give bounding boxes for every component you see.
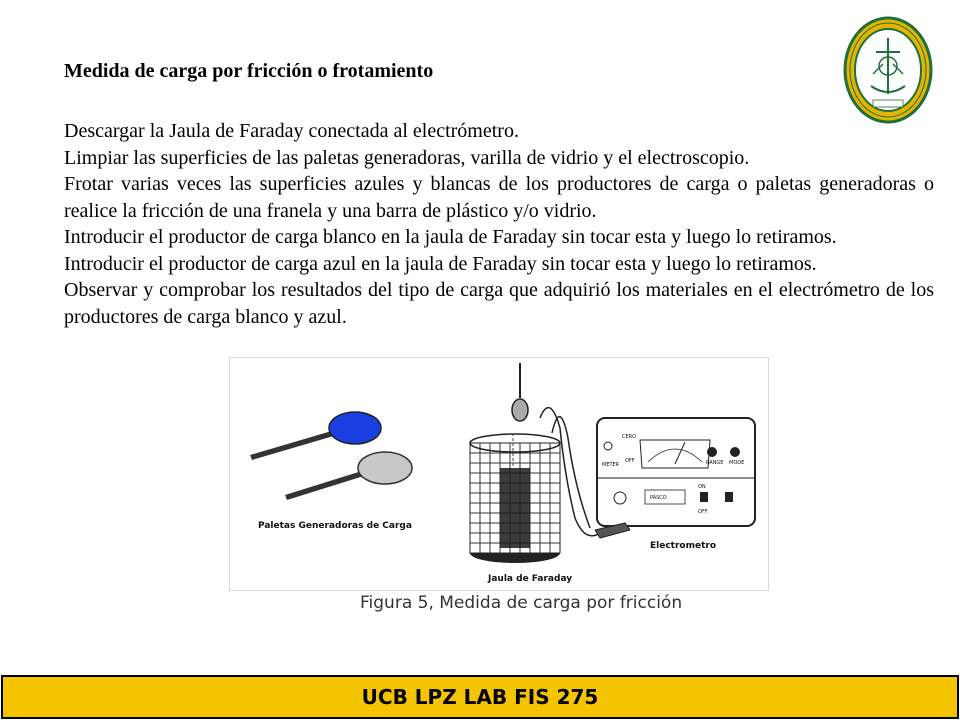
blue-paddle-disc (329, 412, 381, 444)
faraday-cage (470, 434, 560, 563)
cage-label: Jaula de Faraday (488, 574, 573, 584)
instruction-paragraph: Introducir el productor de carga azul en la jaula de Faraday sin tocar esta y luego lo retiramos. (64, 252, 817, 275)
footer-text: UCB LPZ LAB FIS 275 (361, 685, 599, 709)
brand-label: PASCO (650, 495, 667, 501)
footer-bar (1, 675, 959, 719)
instructions-text (64, 118, 934, 330)
instruction-paragraph: Introducir el productor de carga blanco en la jaula de Faraday sin tocar esta y luego lo retiramos. (64, 226, 837, 248)
figure-caption: Figura 5, Medida de carga por fricción (360, 593, 683, 613)
page-title: Medida de carga por fricción o frotamiento (64, 60, 434, 82)
meter-label: Electrometro (650, 541, 717, 551)
mode-label: OFF (698, 509, 708, 515)
instruction-paragraph: Observar y comprobar los resultados del tipo de carga que adquirió los materiales en el electrómetro de los productores de carga blanco y azul. (64, 279, 934, 328)
electrometer (595, 418, 755, 538)
instruction-paragraph: Descargar la Jaula de Faraday conectada al electrómetro. (64, 120, 519, 142)
instruction-paragraph: Frotar varias veces las superficies azules y blancas de los productores de carga o paletas generadoras o realice la fricción de una franela y una barra de plástico y/o vidrio. (64, 173, 934, 222)
white-paddle (285, 452, 412, 500)
knob-label: MODE (729, 460, 745, 466)
university-seal-logo (843, 16, 933, 124)
knob-label: RANGE (706, 460, 724, 466)
experiment-figure (229, 357, 769, 591)
instruction-paragraph: Limpiar las superficies de las paletas generadoras, varilla de vidrio y el electroscopio. (64, 146, 750, 169)
mode-label: ON (698, 484, 706, 490)
switch-label: OFF (625, 458, 635, 464)
switch-label: METER (602, 462, 620, 468)
paddles-label: Paletas Generadoras de Carga (258, 521, 412, 531)
switch-label: CERO (622, 434, 637, 440)
white-paddle-disc (358, 452, 412, 484)
blue-paddle (250, 412, 381, 460)
